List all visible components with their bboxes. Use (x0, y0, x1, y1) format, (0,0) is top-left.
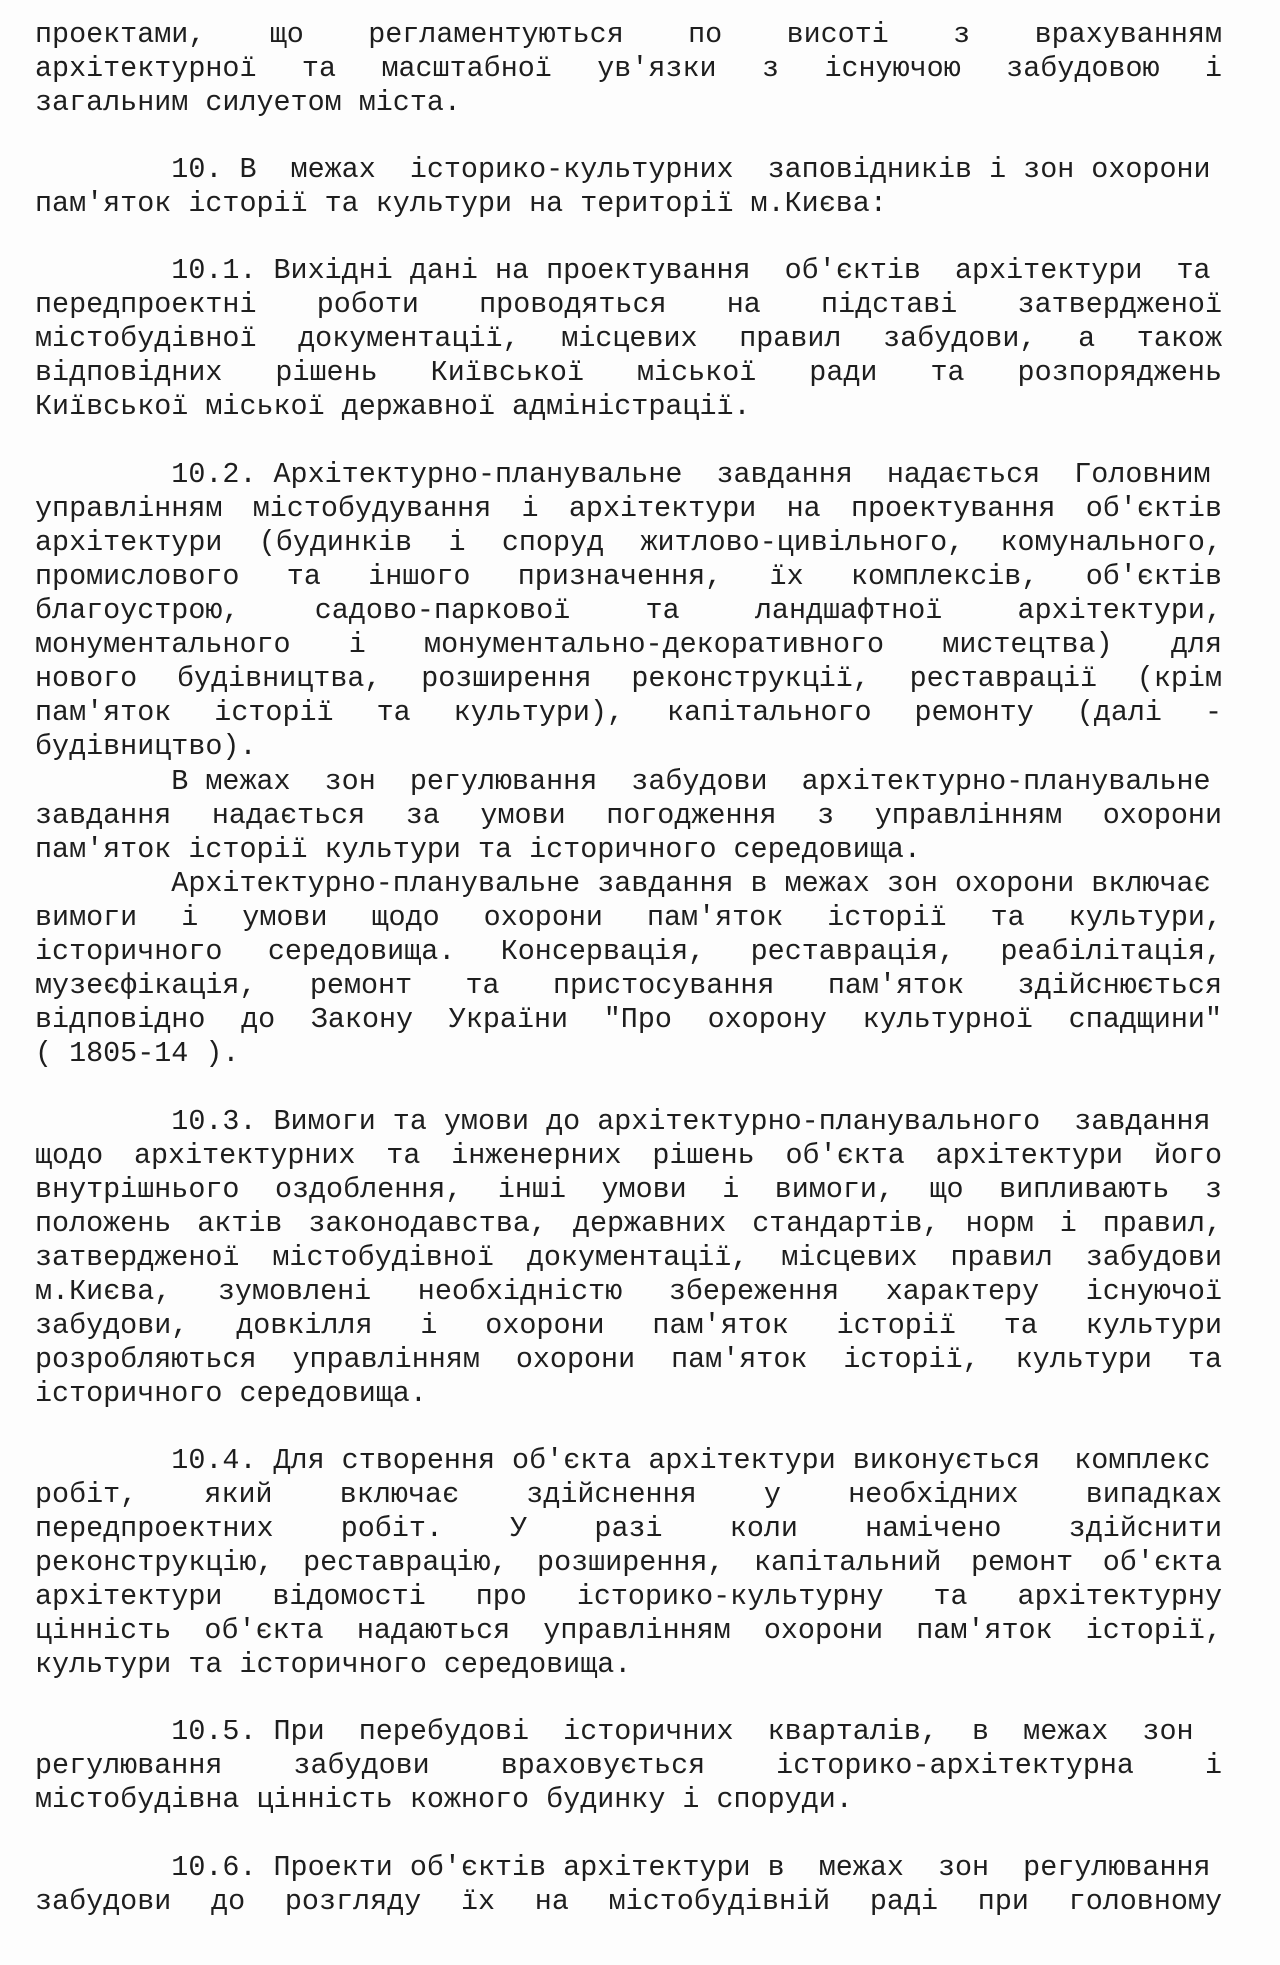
document-text-line: благоустрою, садово-паркової та ландшафтної архітектури, (35, 594, 1222, 627)
document-text-line: пам'яток історії та культури на території м.Києва: (35, 187, 887, 220)
document-text-line: архітектури відомості про історико-культурну та архітектурну (35, 1580, 1222, 1613)
document-text-line: передпроектних робіт. У разі коли намічено здійснити (35, 1512, 1222, 1545)
document-text-line: історичного середовища. (35, 1377, 427, 1410)
document-text-line: культури та історичного середовища. (35, 1648, 632, 1681)
document-text-line: містобудівна цінність кожного будинку і споруди. (35, 1783, 853, 1816)
document-text-line: положень актів законодавства, державних стандартів, норм і правил, (35, 1207, 1222, 1240)
document-text-line: щодо архітектурних та інженерних рішень об'єкта архітектури його (35, 1139, 1222, 1172)
document-text-line: архітектурної та масштабної ув'язки з існуючою забудовою і (35, 52, 1222, 85)
document-text-line: архітектури (будинків і споруд житлово-цивільного, комунального, (35, 526, 1222, 559)
document-text-line: затвердженої містобудівної документації, місцевих правил забудови (35, 1241, 1222, 1274)
document-text-line: загальним силуетом міста. (35, 86, 461, 119)
document-text-line: 10. В межах історико-культурних заповідників і зон охорони (35, 153, 1211, 186)
document-text-line: 10.4. Для створення об'єкта архітектури виконується комплекс (35, 1444, 1211, 1477)
document-text-line: промислового та іншого призначення, їх комплексів, об'єктів (35, 560, 1222, 593)
document-text-line: 10.5. При перебудові історичних кварталів, в межах зон (35, 1715, 1194, 1748)
document-text-line: робіт, який включає здійснення у необхідних випадках (35, 1478, 1222, 1511)
document-text-line: пам'яток історії культури та історичного середовища. (35, 833, 921, 866)
document-text-line: Архітектурно-планувальне завдання в межах зон охорони включає (35, 867, 1211, 900)
document-text-line: вимоги і умови щодо охорони пам'яток історії та культури, (35, 901, 1222, 934)
document-text-line: завдання надається за умови погодження з управлінням охорони (35, 799, 1222, 832)
document-text-line: відповідних рішень Київської міської ради та розпоряджень (35, 356, 1222, 389)
document-text-line: пам'яток історії та культури), капітального ремонту (далі - (35, 696, 1222, 729)
document-text-line: нового будівництва, розширення реконструкції, реставрації (крім (35, 662, 1222, 695)
document-text-line: 10.1. Вихідні дані на проектування об'єктів архітектури та (35, 254, 1211, 287)
document-text-line: монументального і монументально-декоративного мистецтва) для (35, 628, 1222, 661)
document-text-line: передпроектні роботи проводяться на підставі затвердженої (35, 288, 1222, 321)
document-text-line: 10.2. Архітектурно-планувальне завдання надається Головним (35, 458, 1211, 491)
document-text-line: містобудівної документації, місцевих правил забудови, а також (35, 322, 1222, 355)
document-text-line: цінність об'єкта надаються управлінням охорони пам'яток історії, (35, 1614, 1222, 1647)
document-text-line: музеєфікація, ремонт та пристосування пам'яток здійснюється (35, 969, 1222, 1002)
document-text-line: ( 1805-14 ). (35, 1037, 240, 1070)
document-text-line: проектами, що регламентуються по висоті з врахуванням (35, 18, 1222, 51)
document-text-line: управлінням містобудування і архітектури на проектування об'єктів (35, 492, 1222, 525)
document-text-line: історичного середовища. Консервація, реставрація, реабілітація, (35, 935, 1222, 968)
document-text-line: відповідно до Закону України "Про охорону культурної спадщини" (35, 1003, 1222, 1036)
document-text-line: 10.3. Вимоги та умови до архітектурно-планувального завдання (35, 1105, 1211, 1138)
document-text-line: м.Києва, зумовлені необхідністю збереження характеру існуючої (35, 1275, 1222, 1308)
document-text-line: реконструкцію, реставрацію, розширення, капітальний ремонт об'єкта (35, 1546, 1222, 1579)
document-text-line: внутрішнього оздоблення, інші умови і вимоги, що випливають з (35, 1173, 1222, 1206)
document-text-line: 10.6. Проекти об'єктів архітектури в межах зон регулювання (35, 1851, 1211, 1884)
document-text-line: регулювання забудови враховується історико-архітектурна і (35, 1749, 1222, 1782)
document-text-line: розробляються управлінням охорони пам'яток історії, культури та (35, 1343, 1222, 1376)
document-text-line: Київської міської державної адміністрації. (35, 390, 751, 423)
document-text-line: будівництво). (35, 730, 257, 763)
document-text-line: забудови до розгляду їх на містобудівній раді при головному (35, 1885, 1222, 1918)
document-text-line: забудови, довкілля і охорони пам'яток історії та культури (35, 1309, 1222, 1342)
document-text-line: В межах зон регулювання забудови архітектурно-планувальне (35, 765, 1211, 798)
